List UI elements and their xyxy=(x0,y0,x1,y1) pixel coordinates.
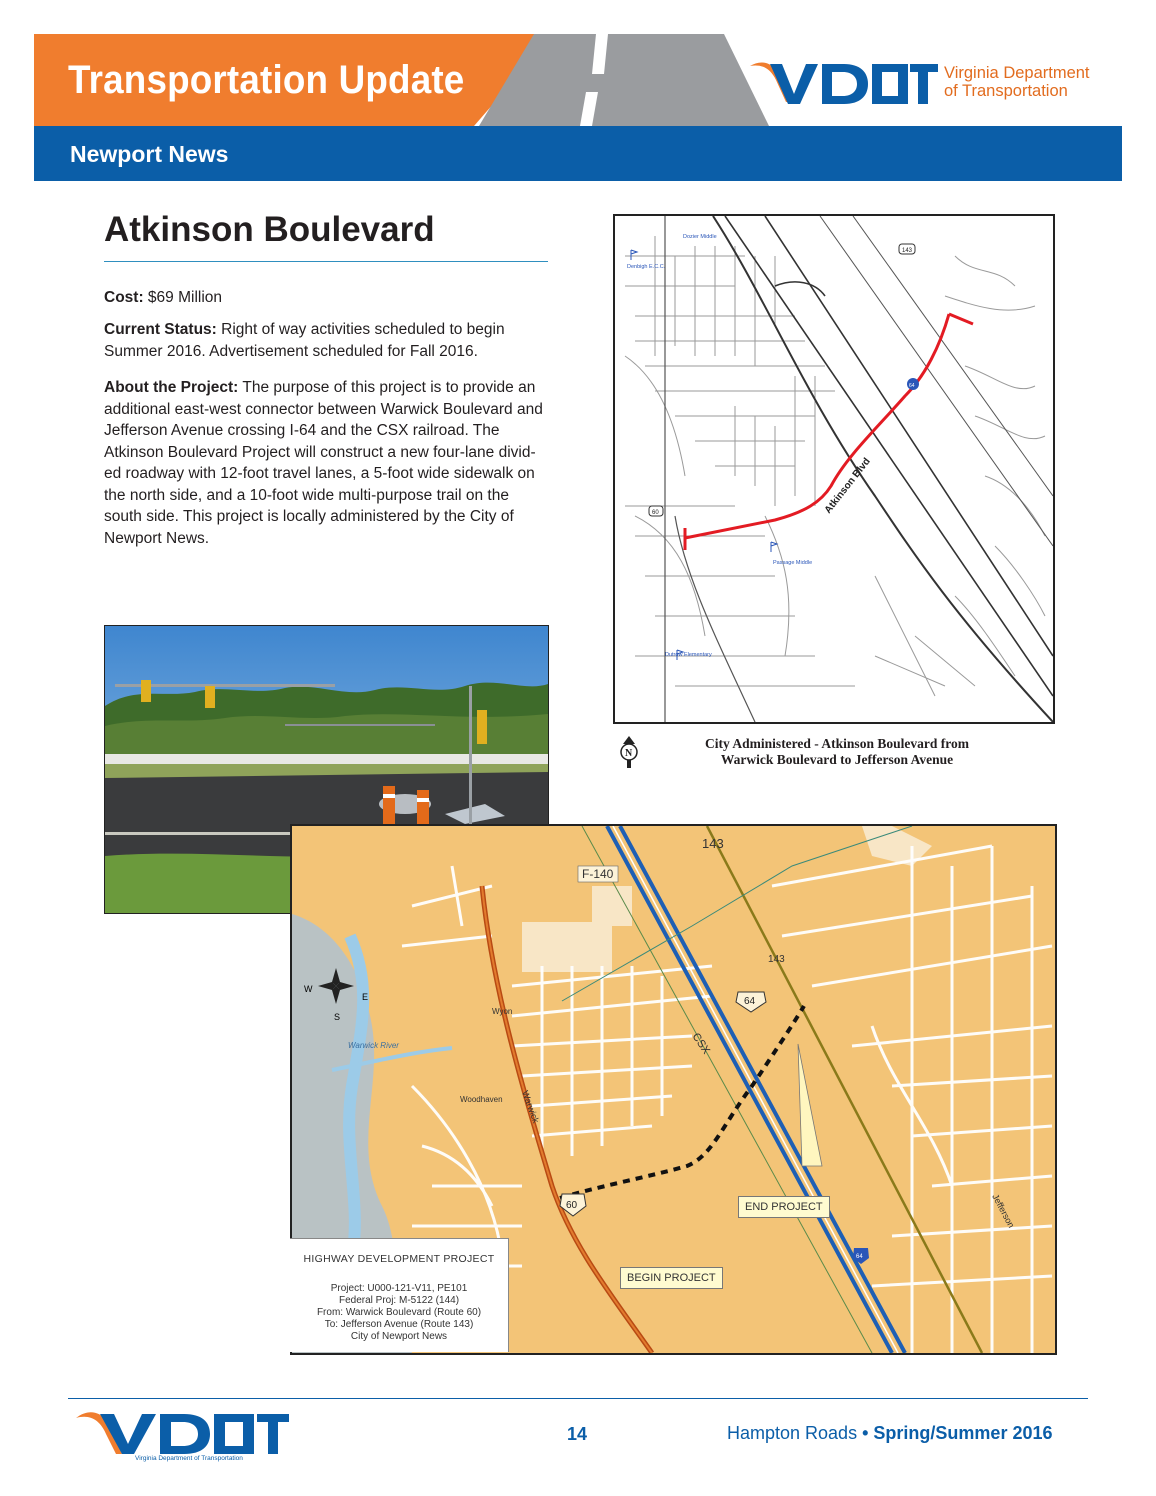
page-number: 14 xyxy=(567,1424,588,1444)
begin-project-label: BEGIN PROJECT xyxy=(620,1267,723,1289)
end-project-label: END PROJECT xyxy=(738,1196,830,1218)
project-info-box xyxy=(290,1238,509,1352)
map2-f140: F-140 xyxy=(582,867,614,881)
map2-60: 60 xyxy=(566,1200,578,1211)
school-dozier: Dozier Middle xyxy=(683,234,717,240)
locator-map xyxy=(613,214,1055,724)
school-dutrow: Dutrow Elementary xyxy=(665,652,712,658)
project-info-lines xyxy=(290,1283,508,1343)
map2-warwick: Warwick xyxy=(520,1089,542,1125)
map2-143: 143 xyxy=(702,836,724,851)
project-info-line: To: Jefferson Avenue (Route 143) xyxy=(324,1319,474,1330)
tagline-line-2: of Transportation xyxy=(944,82,1068,100)
compass-s: S xyxy=(334,1012,341,1022)
publication-region: Hampton Roads xyxy=(727,1423,858,1443)
map2-jefferson: Jefferson xyxy=(990,1192,1017,1230)
map1-route-60: 60 xyxy=(652,510,659,516)
caption-line-1: City Administered - Atkinson Boulevard from xyxy=(705,736,969,751)
footer-vdot-logo xyxy=(74,1408,289,1456)
status-label: Current Status: xyxy=(104,321,217,338)
caption-line-2: Warwick Boulevard to Jefferson Avenue xyxy=(720,752,954,767)
about-label: About the Project: xyxy=(104,379,239,396)
cost-value: $69 Million xyxy=(147,289,223,306)
school-denbigh: Denbigh E.C.C. xyxy=(627,264,666,270)
map2-warwick-river: Warwick River xyxy=(348,1041,399,1050)
banner-title: Transportation Update xyxy=(68,58,465,102)
map1-route-64: 64 xyxy=(909,383,915,389)
about-value: The purpose of this project is to provide an additional east-west connector between Warwick Boulevard and Jefferson Avenue crossing I-64 and the CSX railroad. The Atkinson Boulevard Project will construct a new four-lane divid-ed roadway with 12-foot travel lanes, a 5-foot wide sidewalk on the north side, and a 10-foot wide multi-purpose trail on the south side. This project is locally administered by the City of Newport News. xyxy=(104,379,543,547)
project-info-line: From: Warwick Boulevard (Route 60) xyxy=(316,1307,482,1318)
publication-bullet: • xyxy=(862,1423,869,1443)
north-arrow-icon xyxy=(617,734,641,772)
compass-w: W xyxy=(304,984,313,994)
map2-64: 64 xyxy=(744,996,756,1007)
footer-logo-tagline: Virginia Department of Transportation xyxy=(135,1455,243,1462)
vdot-tagline xyxy=(944,64,1090,100)
project-info-title: HIGHWAY DEVELOPMENT PROJECT xyxy=(303,1253,495,1265)
cost-paragraph xyxy=(104,287,548,309)
school-passage: Passage Middle xyxy=(773,560,813,566)
about-paragraph xyxy=(104,377,548,549)
publication-info xyxy=(727,1423,1053,1444)
vdot-logo xyxy=(748,58,938,108)
locator-map-caption xyxy=(662,736,1012,768)
article-title: Atkinson Boulevard xyxy=(104,210,435,249)
map2-woodhaven: Woodhaven xyxy=(460,1095,503,1104)
project-info-line: City of Newport News xyxy=(350,1331,448,1342)
status-paragraph xyxy=(104,319,548,362)
map1-atkinson-label: Atkinson Blvd xyxy=(822,456,873,516)
publication-season: Spring/Summer 2016 xyxy=(873,1423,1053,1443)
project-info-line: Federal Proj: M-5122 (144) xyxy=(338,1295,460,1306)
map2-143b: 143 xyxy=(768,954,785,965)
map1-route-143: 143 xyxy=(902,248,913,254)
map2-64b: 64 xyxy=(856,1254,863,1260)
region-title: Newport News xyxy=(70,141,229,167)
cost-label: Cost: xyxy=(104,289,144,306)
project-info-line: Project: U000-121-V11, PE101 xyxy=(330,1283,468,1294)
compass-e: E xyxy=(362,992,369,1002)
svg-text:N: N xyxy=(625,748,633,759)
tagline-line-1: Virginia Department xyxy=(944,64,1090,82)
title-divider xyxy=(104,261,548,262)
map2-wyon: Wyon xyxy=(492,1007,513,1016)
footer-divider xyxy=(68,1398,1088,1399)
map2-csx: CSX xyxy=(689,1030,713,1057)
status-value: Right of way activities scheduled to begin Summer 2016. Advertisement scheduled for Fall 2016. xyxy=(104,321,505,360)
